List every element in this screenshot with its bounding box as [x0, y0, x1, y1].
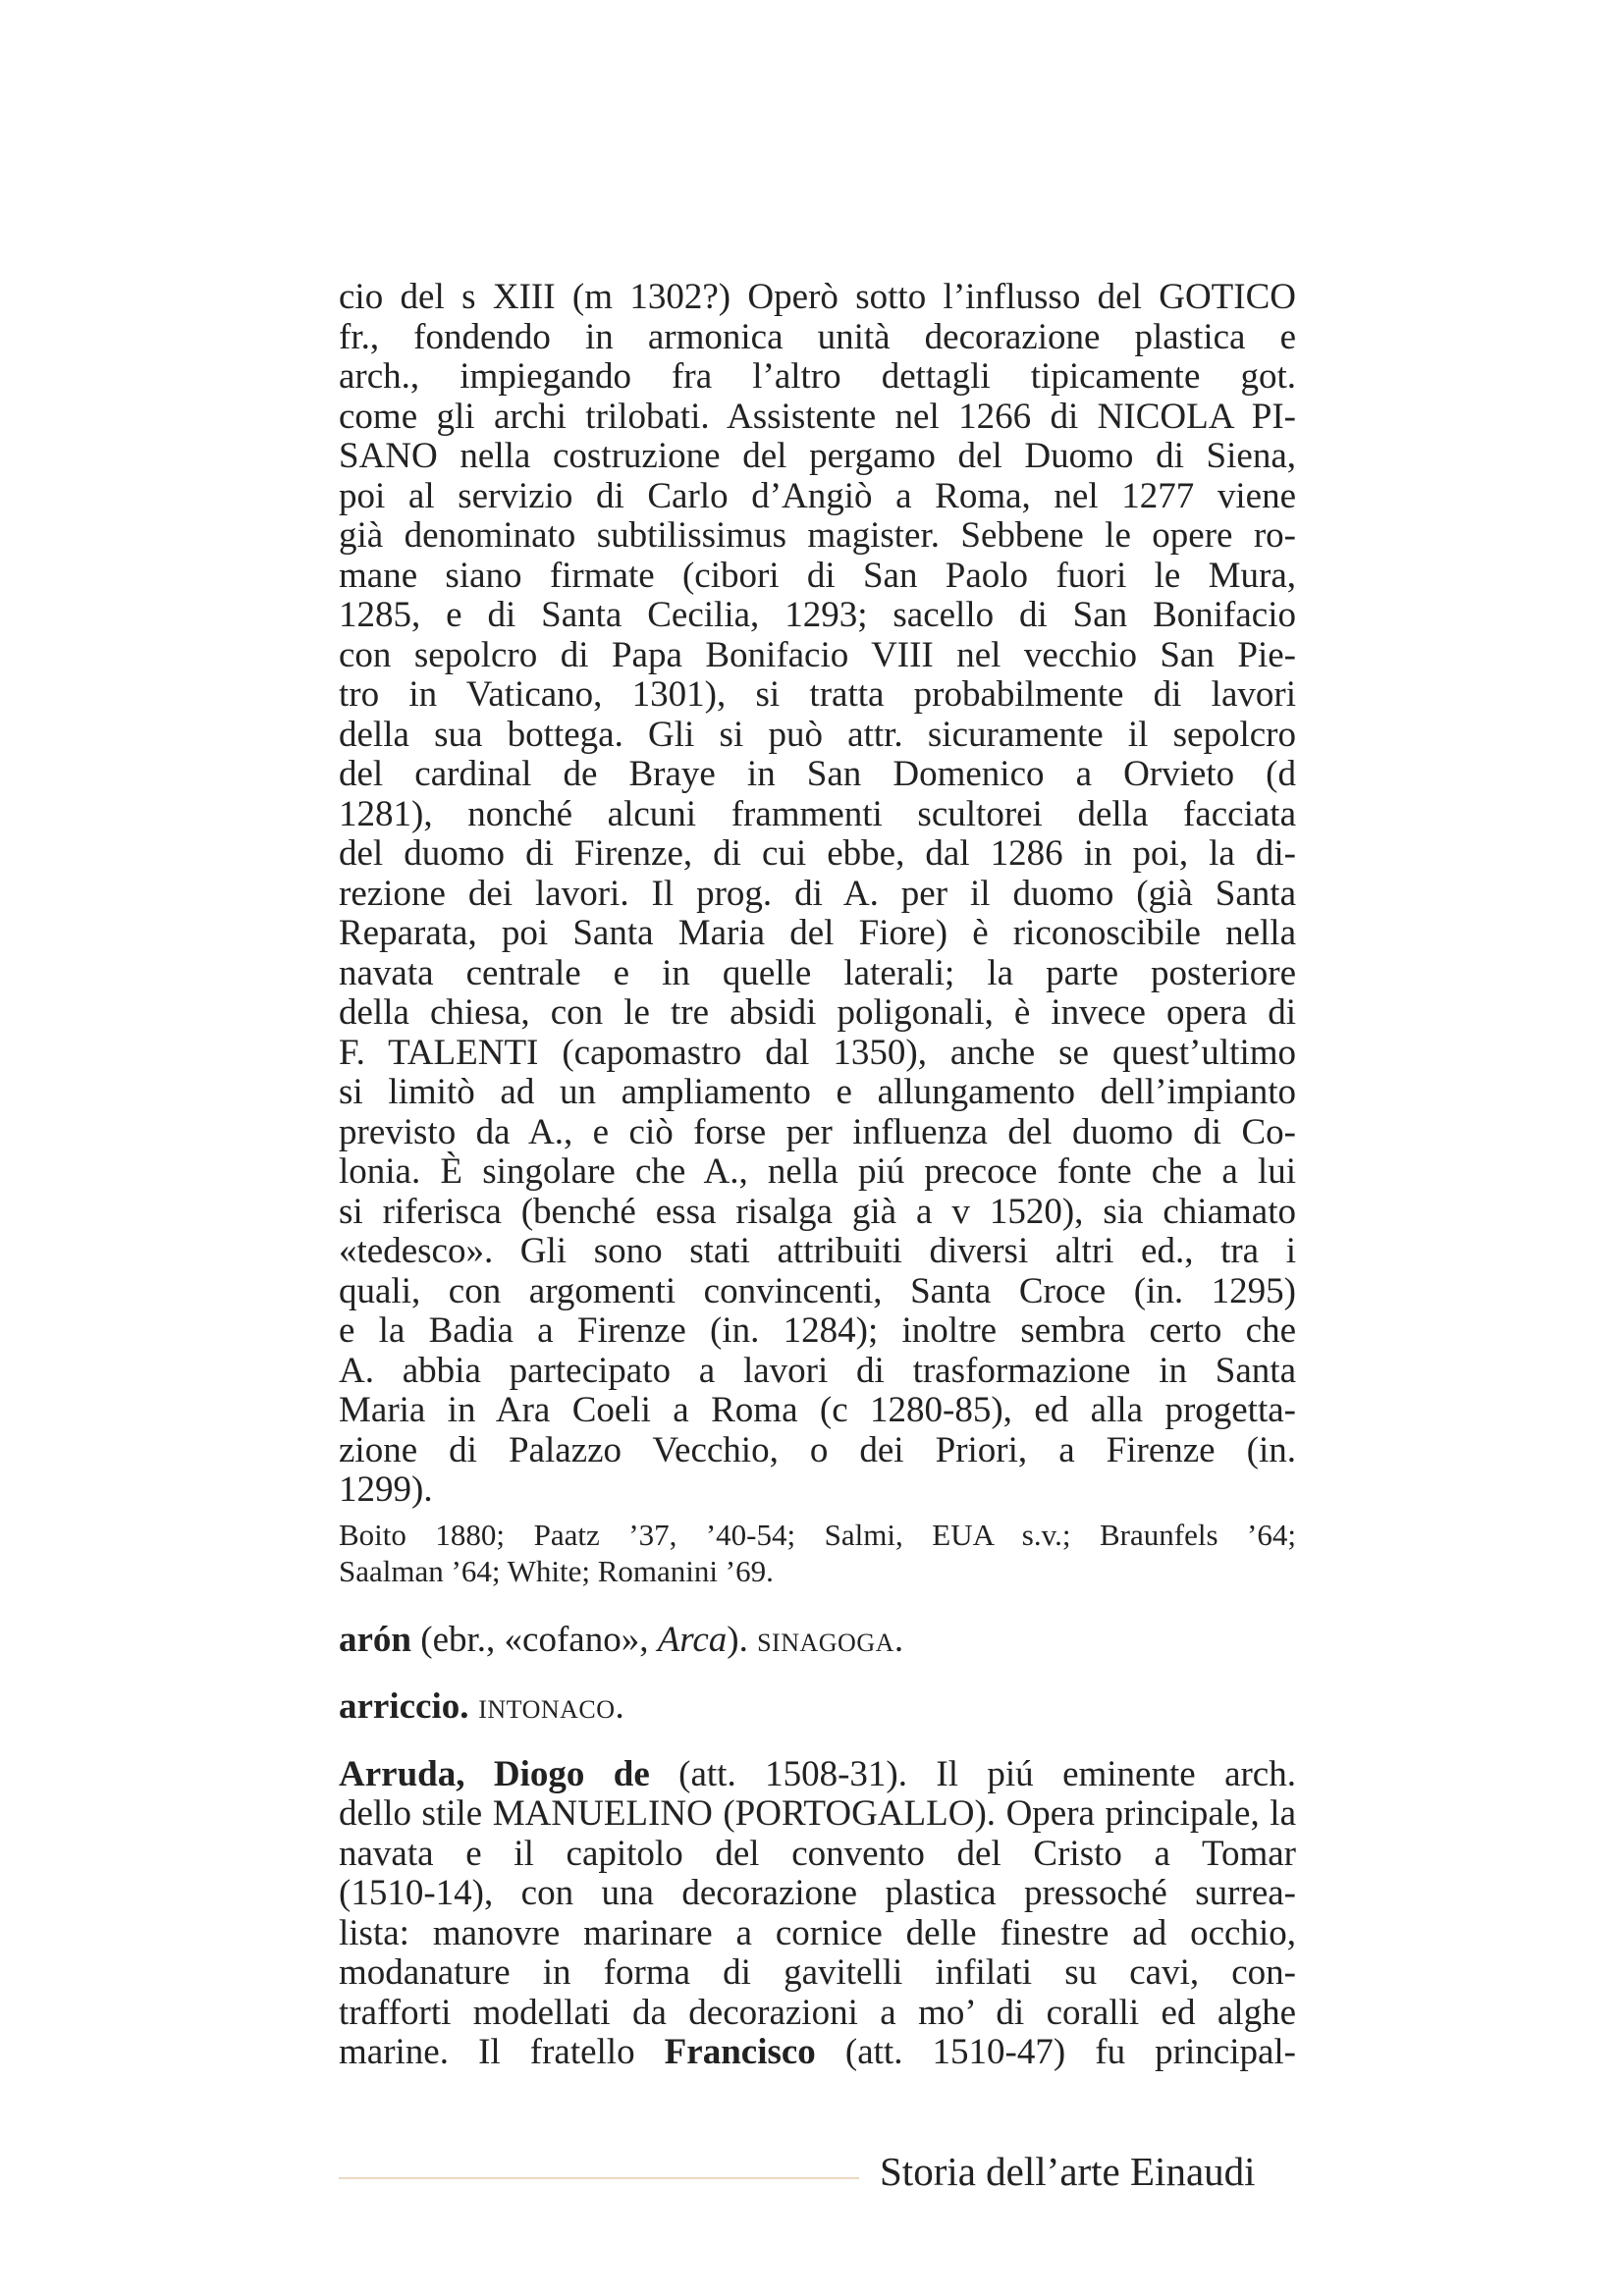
entry-text: marine. Il fratello — [339, 2032, 665, 2072]
entry-line: (1510-14), con una decorazione plastica pressoché surrea- — [339, 1873, 1296, 1913]
article-line: cio del s XIII (m 1302?) Operò sotto l’influsso del GOTICO — [339, 277, 1296, 317]
article-line: Maria in Ara Coeli a Roma (c 1280-85), ed alla progetta- — [339, 1390, 1296, 1430]
entry-line: modanature in forma di gavitelli infilati su cavi, con- — [339, 1952, 1296, 1993]
entry-line — [339, 1755, 1296, 1795]
entry-crossref: intonaco. — [468, 1686, 625, 1727]
entry-line: trafforti modellati da decorazioni a mo’ di coralli ed alghe — [339, 1992, 1296, 2033]
entry-arriccio — [339, 1687, 1296, 1728]
entry-text: (att. 1508-31). Il piú eminente arch. — [649, 1753, 1296, 1794]
entry-headword: Arruda, Diogo de — [339, 1753, 650, 1794]
article-line: e la Badia a Firenze (in. 1284); inoltre sembra certo che — [339, 1310, 1296, 1351]
article-line: SANO nella costruzione del pergamo del Duomo di Siena, — [339, 436, 1296, 476]
article-line: F. TALENTI (capomastro dal 1350), anche se quest’ultimo — [339, 1032, 1296, 1073]
article-line: 1285, e di Santa Cecilia, 1293; sacello di San Bonifacio — [339, 595, 1296, 635]
article-line: già denominato subtilissimus magister. Sebbene le opere ro- — [339, 515, 1296, 556]
article-line: del cardinal de Braye in San Domenico a Orvieto (d — [339, 754, 1296, 794]
article-line: previsto da A., e ciò forse per influenza del duomo di Co- — [339, 1111, 1296, 1152]
article-line: zione di Palazzo Vecchio, o dei Priori, a Firenze (in. — [339, 1429, 1296, 1470]
article-line: arch., impiegando fra l’altro dettagli tipicamente got. — [339, 356, 1296, 397]
entry-italic: Arca — [657, 1619, 728, 1660]
entry-headword: arón — [339, 1619, 411, 1660]
entry-line: lista: manovre marinare a cornice delle finestre ad occhio, — [339, 1912, 1296, 1953]
entry-text: (att. 1510-47) fu principal- — [815, 2032, 1296, 2072]
article-line: quali, con argomenti convincenti, Santa Croce (in. 1295) — [339, 1270, 1296, 1311]
entry-aron — [339, 1621, 1296, 1661]
article-line: con sepolcro di Papa Bonifacio VIII nel vecchio San Pie- — [339, 634, 1296, 675]
entry-headword: arriccio. — [339, 1686, 469, 1727]
bibliography-line: Saalman ’64; White; Romanini ’69. — [339, 1553, 774, 1588]
article-line: Reparata, poi Santa Maria del Fiore) è riconoscibile nella — [339, 913, 1296, 953]
entry-bold-name: Francisco — [664, 2032, 816, 2072]
entry-line: dello stile MANUELINO (PORTOGALLO). Opera principale, la — [339, 1793, 1296, 1834]
entry-text: ). — [727, 1619, 758, 1660]
article-line: 1299). — [339, 1469, 433, 1510]
article-line: del duomo di Firenze, di cui ebbe, dal 1286 in poi, la di- — [339, 833, 1296, 874]
article-line: fr., fondendo in armonica unità decorazione plastica e — [339, 316, 1296, 357]
entry-crossref: sinagoga. — [757, 1619, 904, 1660]
article-line: rezione dei lavori. Il prog. di A. per il duomo (già Santa — [339, 873, 1296, 914]
article-line: tro in Vaticano, 1301), si tratta probabilmente di lavori — [339, 674, 1296, 715]
article-line: «tedesco». Gli sono stati attribuiti diversi altri ed., tra i — [339, 1231, 1296, 1271]
footer-rule — [339, 2177, 859, 2179]
article-line: della chiesa, con le tre absidi poligonali, è invece opera di — [339, 992, 1296, 1033]
article-line: navata centrale e in quelle laterali; la parte posteriore — [339, 952, 1296, 993]
article-line: della sua bottega. Gli si può attr. sicuramente il sepolcro — [339, 714, 1296, 755]
bibliography — [339, 1517, 1296, 1589]
entry-arruda — [339, 1755, 1296, 2073]
bibliography-line: Boito 1880; Paatz ’37, ’40-54; Salmi, EUA s.v.; Braunfels ’64; — [339, 1517, 1296, 1552]
text-column — [339, 278, 1296, 2073]
article-line: si riferisca (benché essa risalga già a v 1520), sia chiamato — [339, 1191, 1296, 1232]
article-body — [339, 278, 1296, 1511]
entry-text: (ebr., «cofano», — [411, 1619, 658, 1660]
article-line: mane siano firmate (cibori di San Paolo fuori le Mura, — [339, 555, 1296, 596]
article-line: poi al servizio di Carlo d’Angiò a Roma, nel 1277 viene — [339, 475, 1296, 516]
footer-title: Storia dell’arte Einaudi — [880, 2149, 1256, 2194]
entry-line: navata e il capitolo del convento del Cristo a Tomar — [339, 1833, 1296, 1874]
article-line: A. abbia partecipato a lavori di trasformazione in Santa — [339, 1350, 1296, 1391]
article-line: come gli archi trilobati. Assistente nel 1266 di NICOLA PI- — [339, 396, 1296, 437]
article-line: 1281), nonché alcuni frammenti scultorei della facciata — [339, 793, 1296, 834]
article-line: lonia. È singolare che A., nella piú precoce fonte che a lui — [339, 1151, 1296, 1192]
entry-line — [339, 2033, 1296, 2073]
article-line: si limitò ad un ampliamento e allungamento dell’impianto — [339, 1072, 1296, 1112]
